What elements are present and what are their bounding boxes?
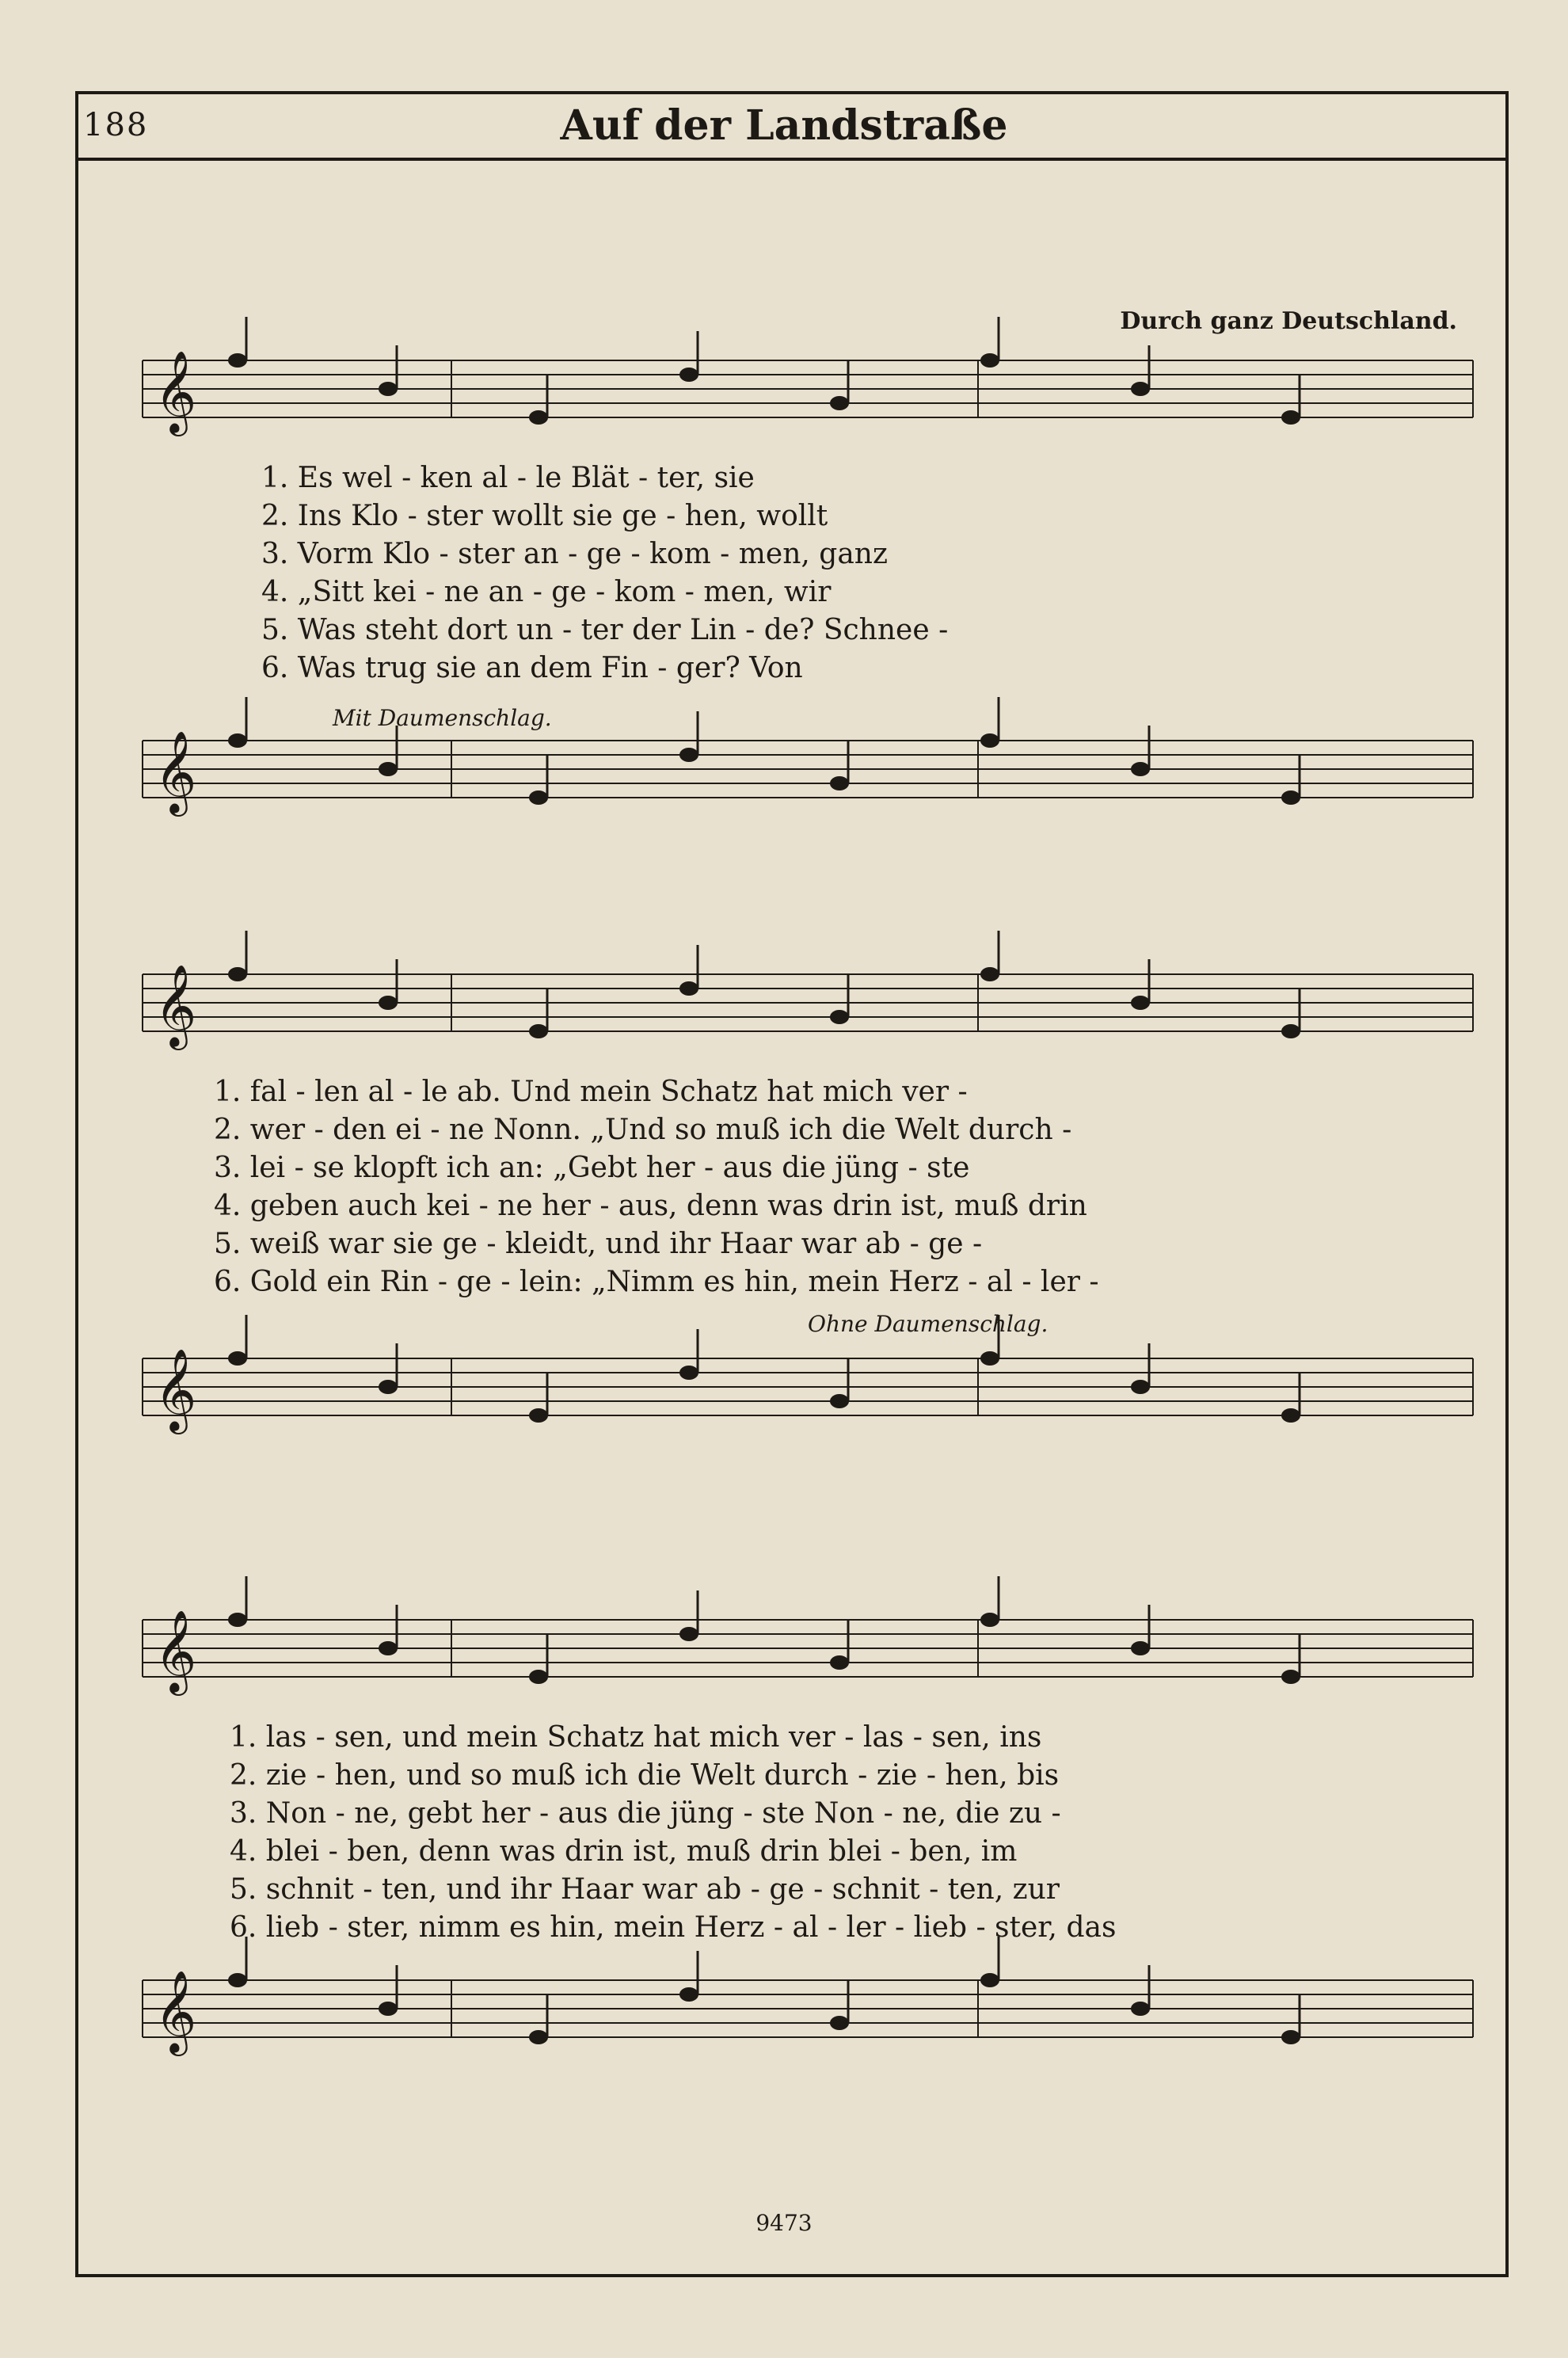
footer-catalog-number: 9473 (755, 2210, 813, 2236)
treble-clef-icon: 𝄞 (154, 1609, 197, 1693)
treble-clef-icon: 𝄞 (154, 964, 197, 1047)
note-head (980, 967, 999, 981)
note-head (228, 733, 247, 748)
note-head (529, 410, 548, 425)
note-head (830, 1655, 849, 1670)
note-head (679, 1627, 698, 1641)
verse-line: 4. „Sitt kei - ne an - ge - kom - men, wir (261, 576, 832, 608)
verse-line: 5. schnit - ten, und ihr Haar war ab - ge - schnit - ten, zur (230, 1873, 1060, 1906)
note-head (679, 981, 698, 996)
song-source: Durch ganz Deutschland. (1120, 307, 1457, 335)
note-head (1131, 1641, 1150, 1655)
song-title: Auf der Landstraße (560, 101, 1008, 150)
treble-clef-icon: 𝄞 (154, 730, 197, 813)
note-head (679, 1987, 698, 2002)
melody-staff (143, 1620, 1473, 1677)
lyrics-system-2 (214, 1073, 1481, 1301)
note-head (228, 353, 247, 368)
note-head (379, 762, 398, 776)
note-head (228, 1613, 247, 1627)
marking-with-thumb: Mit Daumenschlag. (333, 705, 552, 731)
note-head (379, 1380, 398, 1394)
verse-line: 5. weiß war sie ge - kleidt, und ihr Haar war ab - ge - (214, 1228, 983, 1260)
note-head (980, 1613, 999, 1627)
note-head (1281, 1024, 1300, 1038)
verse-line: 1. las - sen, und mein Schatz hat mich ver - las - sen, ins (230, 1721, 1042, 1754)
note-head (1131, 2002, 1150, 2016)
page-number: 188 (83, 107, 149, 143)
verse-line: 6. Gold ein Rin - ge - lein: „Nimm es hin, mein Herz - al - ler - (214, 1266, 1099, 1298)
note-head (379, 2002, 398, 2016)
note-head (1281, 410, 1300, 425)
note-head (980, 1973, 999, 1987)
note-head (529, 790, 548, 805)
note-head (529, 1024, 548, 1038)
note-head (980, 1351, 999, 1366)
melody-staff (143, 360, 1473, 417)
note-head (379, 1641, 398, 1655)
note-head (529, 2030, 548, 2044)
note-head (228, 1351, 247, 1366)
note-head (679, 748, 698, 762)
verse-line: 1. fal - len al - le ab. Und mein Schatz hat mich ver - (214, 1076, 968, 1108)
note-head (1281, 1408, 1300, 1423)
note-head (529, 1670, 548, 1684)
verse-line: 3. Vorm Klo - ster an - ge - kom - men, ganz (261, 538, 888, 570)
marking-without-thumb: Ohne Daumenschlag. (808, 1311, 1049, 1337)
verse-line: 2. Ins Klo - ster wollt sie ge - hen, wollt (261, 500, 828, 532)
verse-line: 5. Was steht dort un - ter der Lin - de? Schnee - (261, 614, 949, 646)
verse-line: 4. blei - ben, denn was drin ist, muß drin blei - ben, im (230, 1835, 1018, 1868)
verse-line: 6. Was trug sie an dem Fin - ger? Von (261, 652, 803, 684)
note-head (1281, 790, 1300, 805)
verse-line: 1. Es wel - ken al - le Blät - ter, sie (261, 462, 755, 494)
note-head (830, 1010, 849, 1024)
note-head (830, 776, 849, 790)
note-head (830, 1394, 849, 1408)
note-head (1131, 762, 1150, 776)
verse-line: 2. wer - den ei - ne Nonn. „Und so muß ich die Welt durch - (214, 1114, 1072, 1146)
guitar-staff (143, 1980, 1473, 2037)
note-head (1281, 1670, 1300, 1684)
melody-staff (143, 974, 1473, 1031)
note-head (679, 368, 698, 382)
lyrics-system-3 (230, 1719, 1497, 1947)
note-head (228, 967, 247, 981)
note-head (980, 353, 999, 368)
verse-line: 6. lieb - ster, nimm es hin, mein Herz - al - ler - lieb - ster, das (230, 1911, 1117, 1944)
note-head (980, 733, 999, 748)
note-head (679, 1366, 698, 1380)
note-head (529, 1408, 548, 1423)
note-head (228, 1973, 247, 1987)
treble-clef-icon: 𝄞 (154, 350, 197, 433)
note-head (830, 396, 849, 410)
verse-line: 3. Non - ne, gebt her - aus die jüng - ste Non - ne, die zu - (230, 1797, 1061, 1830)
verse-line: 4. geben auch kei - ne her - aus, denn was drin ist, muß drin (214, 1190, 1087, 1222)
note-head (830, 2016, 849, 2030)
lyrics-system-1 (261, 459, 1449, 688)
note-head (1131, 382, 1150, 396)
guitar-staff (143, 741, 1473, 798)
note-head (379, 996, 398, 1010)
guitar-staff (143, 1358, 1473, 1415)
treble-clef-icon: 𝄞 (154, 1348, 197, 1431)
note-head (379, 382, 398, 396)
treble-clef-icon: 𝄞 (154, 1970, 197, 2053)
verse-line: 2. zie - hen, und so muß ich die Welt durch - zie - hen, bis (230, 1759, 1060, 1792)
note-head (1281, 2030, 1300, 2044)
verse-line: 3. lei - se klopft ich an: „Gebt her - aus die jüng - ste (214, 1152, 970, 1184)
note-head (1131, 996, 1150, 1010)
note-head (1131, 1380, 1150, 1394)
